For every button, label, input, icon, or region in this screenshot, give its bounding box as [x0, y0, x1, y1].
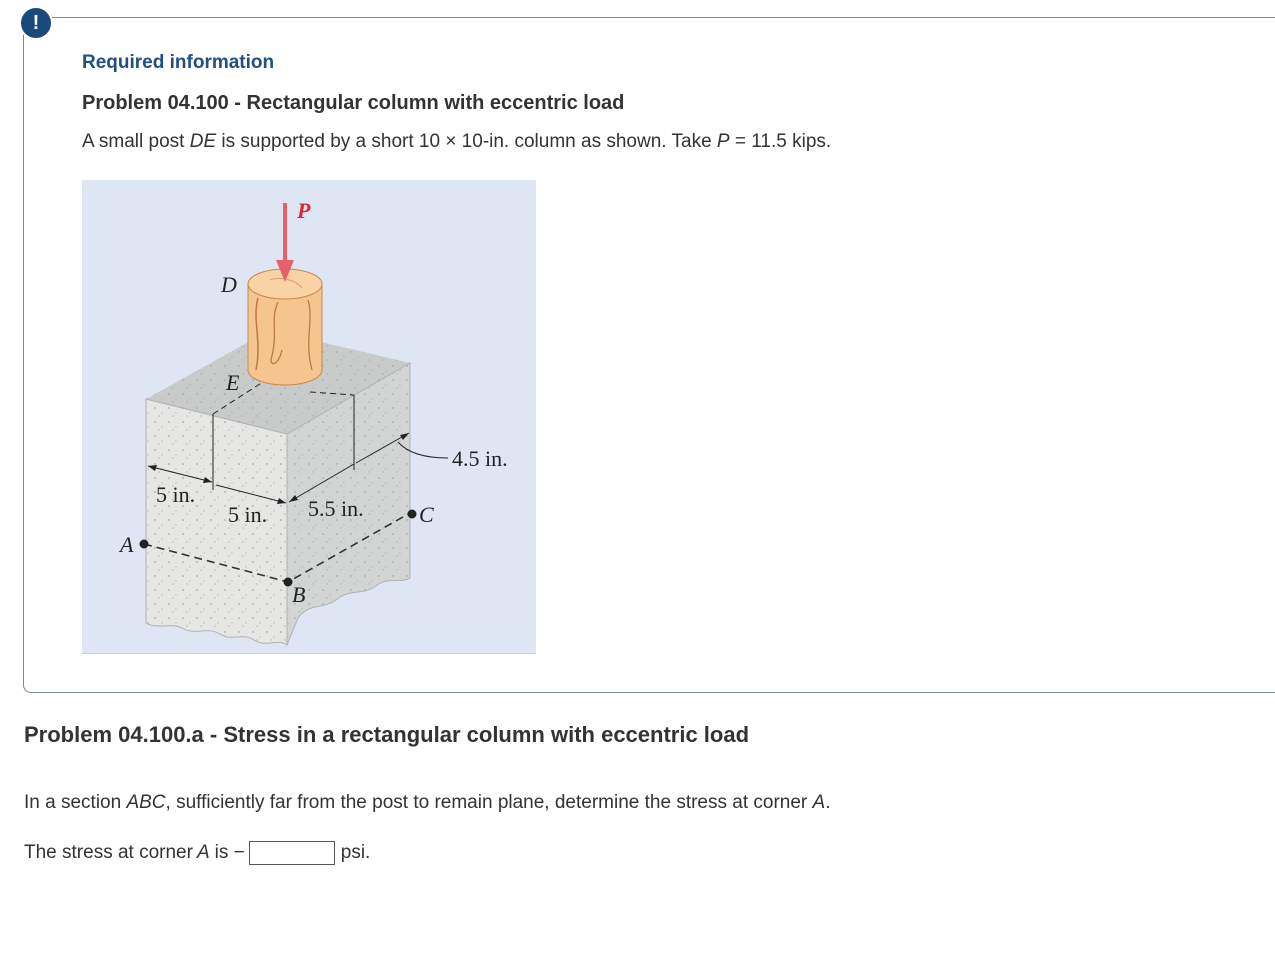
label-d: D: [221, 272, 237, 297]
post-de: [248, 269, 322, 385]
label-b: B: [292, 582, 306, 607]
dim-5-5in-label: 5.5 in.: [308, 496, 364, 521]
point-c: [408, 510, 417, 519]
section-name: ABC: [126, 792, 166, 813]
part-a-title: Problem 04.100.a - Stress in a rectangular column with eccentric load: [24, 722, 750, 747]
answer-middle: is −: [214, 842, 245, 863]
required-info-heading: Required information: [82, 52, 275, 73]
dim-5in-left-label: 5 in.: [156, 482, 196, 507]
dim-5in-front-label: 5 in.: [228, 502, 268, 527]
problem-statement: A small post DE is supported by a short 10 × 10-in. column as shown. Take P = 11.5 kips.: [82, 131, 832, 152]
part-a-question: In a section ABC, sufficiently far from the post to remain plane, determine the stress at corner A.: [24, 792, 831, 813]
point-a: [140, 540, 149, 549]
label-c: C: [419, 502, 434, 527]
column-diagram: [82, 180, 536, 653]
answer-unit: psi.: [340, 842, 371, 863]
column-figure: [82, 180, 536, 654]
corner-name: A: [812, 792, 826, 813]
exclamation-icon: !: [19, 6, 53, 40]
answer-prefix: The stress at corner: [24, 842, 193, 863]
label-a: A: [120, 532, 134, 557]
dim-4-5in-label: 4.5 in.: [452, 446, 508, 471]
answer-corner: A: [196, 842, 210, 863]
load-label: P: [297, 198, 311, 223]
problem-title: Problem 04.100 - Rectangular column with eccentric load: [82, 92, 625, 114]
label-e: E: [226, 370, 240, 395]
post-name: DE: [189, 131, 217, 152]
answer-row: [24, 841, 370, 865]
stress-answer-input[interactable]: [249, 841, 335, 865]
load-symbol: P: [716, 131, 730, 152]
